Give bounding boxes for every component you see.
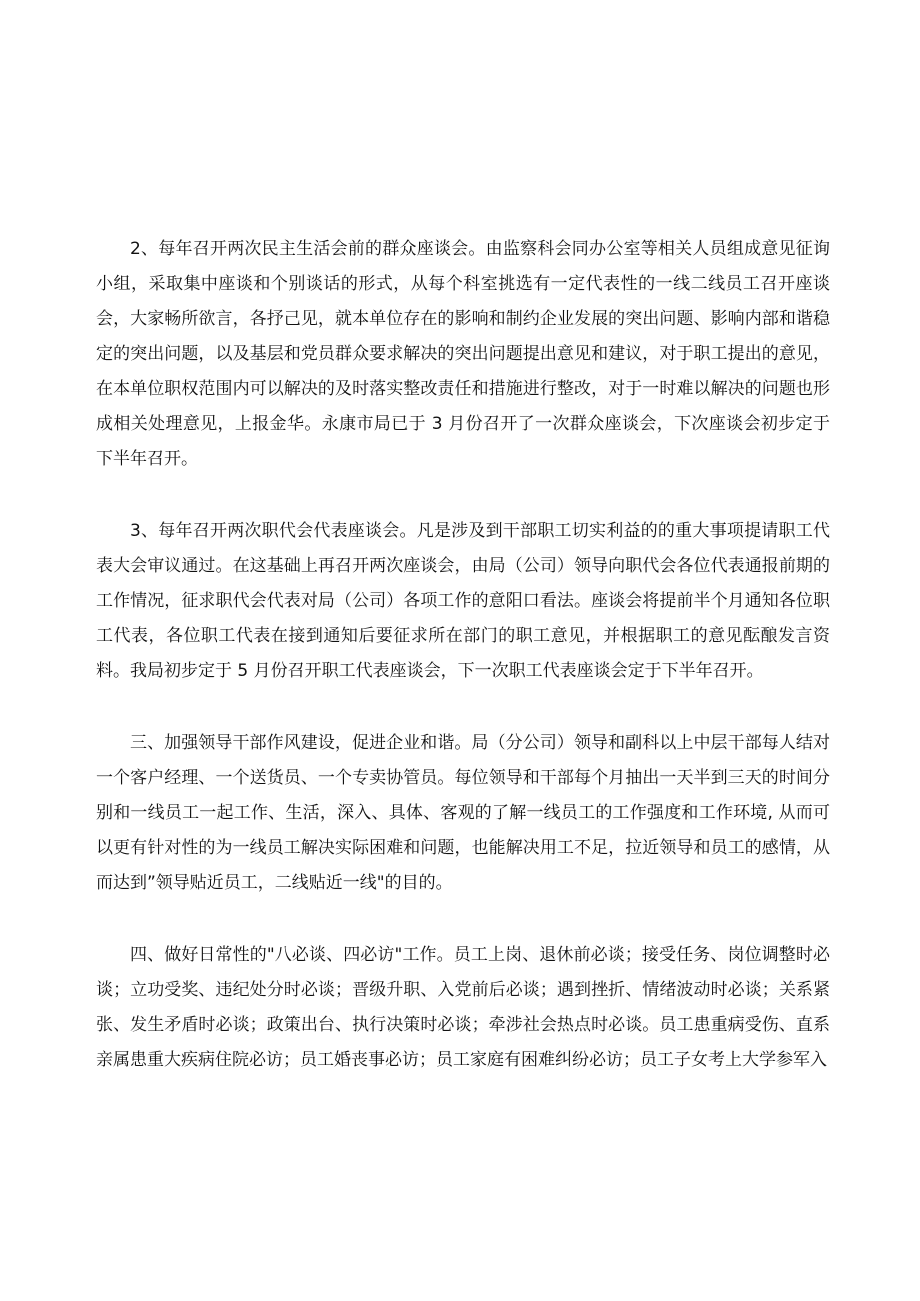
document-body (96, 232, 830, 1115)
paragraph-democratic-life-meeting: 2、每年召开两次民主生活会前的群众座谈会。由监察科会同办公室等相关人员组成意见征询小组，采取集中座谈和个别谈话的形式，从每个科室挑选有一定代表性的一线二线员工召开座谈会，大家畅所欲言，各抒己见，就本单位存在的影响和制约企业发展的突出问题、影响内部和谐稳定的突出问题，以及基层和党员群众要求解决的突出问题提出意见和建议，对于职工提出的意见，在本单位职权范围内可以解决的及时落实整改责任和措施进行整改，对于一时难以解决的问题也形成相关处理意见，上报金华。永康市局已于 3 月份召开了一次群众座谈会，下次座谈会初步定于下半年召开。 (96, 239, 830, 469)
paragraph-daily-talks-visits: 四、做好日常性的"八必谈、四必访"工作。员工上岗、退休前必谈；接受任务、岗位调整时必谈；立功受奖、违纪处分时必谈；晋级升职、入党前后必谈；遇到挫折、情绪波动时必谈；关系紧张、发生矛盾时必谈；政策出台、执行决策时必谈；牵涉社会热点时必谈。员工患重病受伤、直系亲属患重大疾病住院必访；员工婚丧事必访；员工家庭有困难纠纷必访；员工子女考上大学参军入 (96, 945, 830, 1070)
paragraph-staff-representative-meeting: 3、每年召开两次职代会代表座谈会。凡是涉及到干部职工切实利益的的重大事项提请职工代表大会审议通过。在这基础上再召开两次座谈会，由局（公司）领导向职代会各位代表通报前期的工作情况，征求职代会代表对局（公司）各项工作的意阳口看法。座谈会将提前半个月通知各位职工代表，各位职工代表在接到通知后要征求所在部门的职工意见，并根据职工的意见酝酿发言资料。我局初步定于 5 月份召开职工代表座谈会，下一次职工代表座谈会定于下半年召开。 (96, 521, 830, 681)
paragraph-leadership-style: 三、加强领导干部作风建设，促进企业和谐。局（分公司）领导和副科以上中层干部每人结对一个客户经理、一个送货员、一个专卖协管员。每位领导和干部每个月抽出一天半到三天的时间分别和一线员工一起工作、生活，深入、具体、客观的了解一线员工的工作强度和工作环境, 从而可以更有针对性的为一线员工解决实际困难和问题，也能解决用工不足，拉近领导和员工的感情，从而达到”领导贴近员工，二线贴近一线"的目的。 (96, 733, 830, 893)
